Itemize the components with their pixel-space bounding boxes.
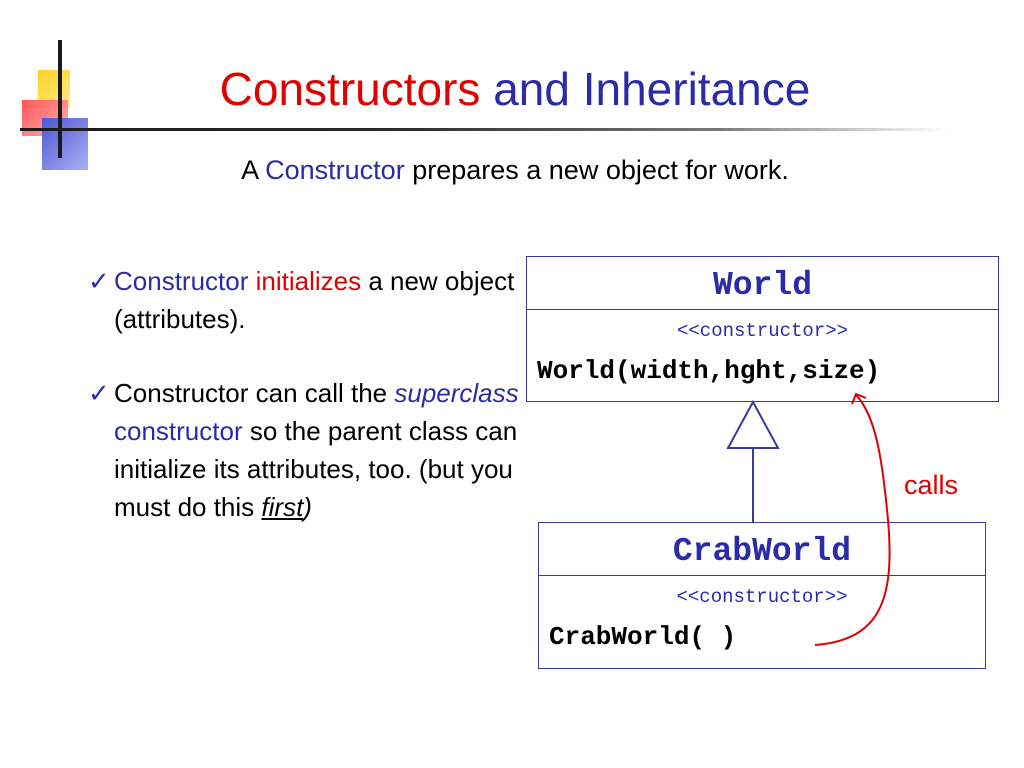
uml-class-name: CrabWorld bbox=[672, 533, 852, 570]
bullet-2-text-b: superclass bbox=[394, 378, 519, 408]
subtitle-post: prepares a new object for work. bbox=[404, 155, 789, 185]
bullet-1-text-c: a new object (attributes). bbox=[114, 266, 522, 334]
subtitle-highlight: Constructor bbox=[265, 155, 405, 185]
uml-class-name: World bbox=[712, 267, 813, 304]
bullet-2-text-a: Constructor can call the bbox=[114, 378, 395, 408]
checkmark-icon: ✓ bbox=[88, 378, 110, 408]
calls-arrow bbox=[815, 395, 890, 645]
calls-label: calls bbox=[904, 470, 959, 500]
bullet-1-text-a: Constructor bbox=[114, 266, 256, 296]
uml-stereotype: <<constructor>> bbox=[676, 586, 848, 608]
bullet-2-text-f: ) bbox=[303, 492, 312, 522]
title-part-inheritance: and Inheritance bbox=[480, 63, 811, 115]
uml-stereotype: <<constructor>> bbox=[676, 320, 849, 342]
bullet-2-text-c: constructor bbox=[114, 378, 526, 446]
bullet-2-text-d: so the parent class can initialize its attributes, too. (but you must do this bbox=[114, 416, 525, 522]
inheritance-arrow-icon bbox=[728, 402, 778, 448]
checkmark-icon: ✓ bbox=[88, 266, 110, 296]
uml-operation: CrabWorld( ) bbox=[549, 622, 737, 652]
subtitle-pre: A bbox=[241, 155, 266, 185]
uml-operation: World(width,hght,size) bbox=[537, 356, 881, 386]
bullet-1-text-b: initializes bbox=[255, 266, 362, 296]
bullet-2-text-e: first bbox=[261, 492, 304, 522]
title-part-constructors: Constructors bbox=[219, 63, 481, 115]
